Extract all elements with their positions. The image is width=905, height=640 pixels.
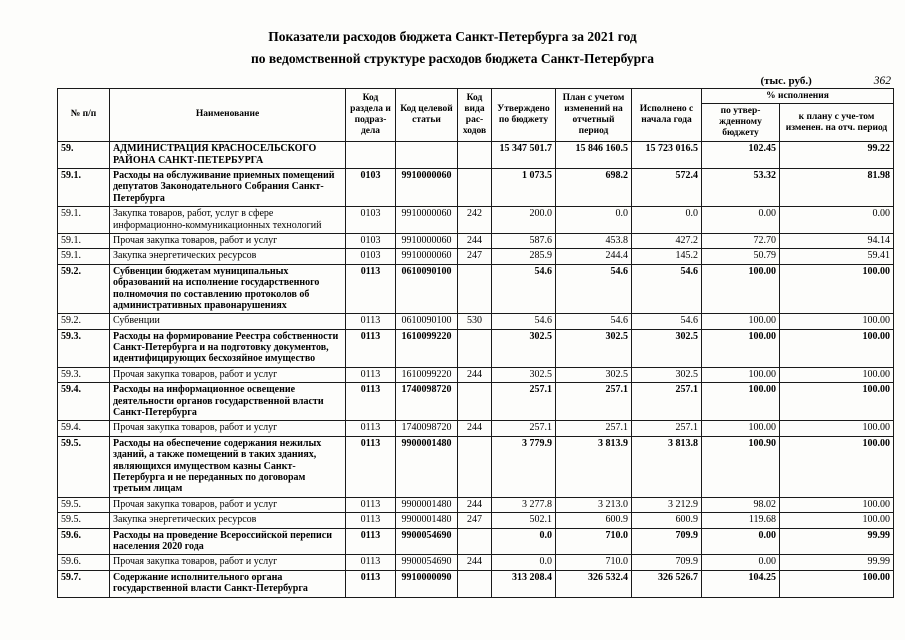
code-target: 1610099220 xyxy=(396,367,458,382)
row-number: 59. xyxy=(58,142,110,169)
pct-budget-value: 100.00 xyxy=(702,367,780,382)
table-row xyxy=(58,383,894,421)
code-type xyxy=(458,329,492,367)
code-target: 1740098720 xyxy=(396,383,458,421)
pct-plan-value: 100.00 xyxy=(780,570,894,597)
row-number: 59.5. xyxy=(58,436,110,497)
plan-value: 710.0 xyxy=(556,555,632,570)
pct-budget-value: 119.68 xyxy=(702,513,780,528)
pct-budget-value: 104.25 xyxy=(702,570,780,597)
plan-value: 3 213.0 xyxy=(556,497,632,512)
code-target: 9910000060 xyxy=(396,249,458,264)
executed-value: 709.9 xyxy=(632,528,702,555)
plan-value: 453.8 xyxy=(556,233,632,248)
row-number: 59.2. xyxy=(58,314,110,329)
executed-value: 709.9 xyxy=(632,555,702,570)
table-row xyxy=(58,367,894,382)
pct-budget-value: 98.02 xyxy=(702,497,780,512)
approved-value: 54.6 xyxy=(492,314,556,329)
plan-value: 0.0 xyxy=(556,207,632,234)
executed-value: 302.5 xyxy=(632,367,702,382)
row-name: Расходы на проведение Всероссийской переписи населения 2020 года xyxy=(110,528,346,555)
row-name: Расходы на обслуживание приемных помещений депутатов Законодательного Собрания Санкт-Петербурга xyxy=(110,169,346,207)
pct-budget-value: 100.00 xyxy=(702,314,780,329)
row-name: Закупка энергетических ресурсов xyxy=(110,513,346,528)
pct-plan-value: 100.00 xyxy=(780,329,894,367)
row-number: 59.4. xyxy=(58,421,110,436)
table-row xyxy=(58,421,894,436)
row-number: 59.7. xyxy=(58,570,110,597)
code-section: 0113 xyxy=(346,436,396,497)
header-pct-group: % исполнения xyxy=(702,88,894,104)
code-type: 530 xyxy=(458,314,492,329)
executed-value: 54.6 xyxy=(632,264,702,314)
code-type xyxy=(458,169,492,207)
table-row xyxy=(58,555,894,570)
code-target: 9910000060 xyxy=(396,169,458,207)
code-section: 0113 xyxy=(346,421,396,436)
code-type: 244 xyxy=(458,497,492,512)
plan-value: 698.2 xyxy=(556,169,632,207)
approved-value: 302.5 xyxy=(492,329,556,367)
meta-line xyxy=(0,75,905,87)
table-row xyxy=(58,528,894,555)
executed-value: 3 212.9 xyxy=(632,497,702,512)
approved-value: 285.9 xyxy=(492,249,556,264)
pct-plan-value: 100.00 xyxy=(780,264,894,314)
pct-budget-value: 100.00 xyxy=(702,383,780,421)
code-target: 0610090100 xyxy=(396,264,458,314)
table-header xyxy=(58,88,894,142)
header-name: Наименование xyxy=(110,88,346,142)
budget-table xyxy=(57,88,894,598)
plan-value: 326 532.4 xyxy=(556,570,632,597)
row-name: Прочая закупка товаров, работ и услуг xyxy=(110,367,346,382)
header-code-target: Код целевой статьи xyxy=(396,88,458,142)
code-section: 0113 xyxy=(346,497,396,512)
executed-value: 326 526.7 xyxy=(632,570,702,597)
pct-plan-value: 100.00 xyxy=(780,421,894,436)
pct-budget-value: 102.45 xyxy=(702,142,780,169)
header-approved: Утверждено по бюджету xyxy=(492,88,556,142)
plan-value: 54.6 xyxy=(556,264,632,314)
code-target: 9910000090 xyxy=(396,570,458,597)
row-number: 59.1. xyxy=(58,249,110,264)
code-section: 0113 xyxy=(346,314,396,329)
pct-plan-value: 100.00 xyxy=(780,367,894,382)
approved-value: 15 347 501.7 xyxy=(492,142,556,169)
row-number: 59.6. xyxy=(58,528,110,555)
table-row xyxy=(58,233,894,248)
table-row xyxy=(58,207,894,234)
code-target: 0610090100 xyxy=(396,314,458,329)
code-target: 9900001480 xyxy=(396,436,458,497)
pct-plan-value: 94.14 xyxy=(780,233,894,248)
code-type: 244 xyxy=(458,367,492,382)
pct-budget-value: 0.00 xyxy=(702,555,780,570)
plan-value: 3 813.9 xyxy=(556,436,632,497)
pct-plan-value: 100.00 xyxy=(780,436,894,497)
row-number: 59.4. xyxy=(58,383,110,421)
row-name: Прочая закупка товаров, работ и услуг xyxy=(110,233,346,248)
executed-value: 257.1 xyxy=(632,421,702,436)
plan-value: 257.1 xyxy=(556,421,632,436)
row-name: Субвенции xyxy=(110,314,346,329)
plan-value: 302.5 xyxy=(556,329,632,367)
header-executed: Исполнено с начала года xyxy=(632,88,702,142)
code-type xyxy=(458,264,492,314)
row-name: Содержание исполнительного органа государственной власти Санкт-Петербурга xyxy=(110,570,346,597)
approved-value: 3 779.9 xyxy=(492,436,556,497)
row-number: 59.1. xyxy=(58,233,110,248)
row-name: Закупка товаров, работ, услуг в сфере информационно-коммуникационных технологий xyxy=(110,207,346,234)
table-row xyxy=(58,570,894,597)
code-type xyxy=(458,570,492,597)
approved-value: 587.6 xyxy=(492,233,556,248)
code-target xyxy=(396,142,458,169)
row-name: Расходы на формирование Реестра собственности Санкт-Петербурга и на подготовку документов, идентифицирующих бесхозяйное имущество xyxy=(110,329,346,367)
table-row xyxy=(58,436,894,497)
code-type xyxy=(458,142,492,169)
header-pct-plan: к плану с уче-том изменен. на отч. период xyxy=(780,104,894,142)
title-line-2: по ведомственной структуре расходов бюджета Санкт-Петербурга xyxy=(250,51,655,67)
approved-value: 0.0 xyxy=(492,528,556,555)
approved-value: 257.1 xyxy=(492,421,556,436)
approved-value: 0.0 xyxy=(492,555,556,570)
table-row xyxy=(58,249,894,264)
code-section: 0103 xyxy=(346,233,396,248)
table-row xyxy=(58,329,894,367)
code-section: 0113 xyxy=(346,528,396,555)
row-name: АДМИНИСТРАЦИЯ КРАСНОСЕЛЬСКОГО РАЙОНА САНКТ-ПЕТЕРБУРГА xyxy=(110,142,346,169)
code-section: 0103 xyxy=(346,249,396,264)
code-section: 0113 xyxy=(346,555,396,570)
plan-value: 710.0 xyxy=(556,528,632,555)
code-section xyxy=(346,142,396,169)
plan-value: 54.6 xyxy=(556,314,632,329)
header-plan: План с учетом изменений на отчетный период xyxy=(556,88,632,142)
code-type xyxy=(458,383,492,421)
row-number: 59.3. xyxy=(58,329,110,367)
approved-value: 302.5 xyxy=(492,367,556,382)
pct-budget-value: 72.70 xyxy=(702,233,780,248)
code-type: 247 xyxy=(458,513,492,528)
title-line-1: Показатели расходов бюджета Санкт-Петербурга за 2021 год xyxy=(268,29,637,44)
executed-value: 600.9 xyxy=(632,513,702,528)
approved-value: 313 208.4 xyxy=(492,570,556,597)
executed-value: 3 813.8 xyxy=(632,436,702,497)
executed-value: 54.6 xyxy=(632,314,702,329)
code-section: 0103 xyxy=(346,169,396,207)
code-type: 244 xyxy=(458,233,492,248)
plan-value: 15 846 160.5 xyxy=(556,142,632,169)
approved-value: 200.0 xyxy=(492,207,556,234)
code-target: 9900054690 xyxy=(396,555,458,570)
pct-plan-value: 99.99 xyxy=(780,528,894,555)
page-number: 362 xyxy=(873,74,891,87)
code-type xyxy=(458,436,492,497)
code-section: 0113 xyxy=(346,264,396,314)
table-row xyxy=(58,142,894,169)
row-number: 59.5. xyxy=(58,513,110,528)
row-name: Закупка энергетических ресурсов xyxy=(110,249,346,264)
code-section: 0113 xyxy=(346,329,396,367)
pct-budget-value: 50.79 xyxy=(702,249,780,264)
code-type: 242 xyxy=(458,207,492,234)
code-target: 1610099220 xyxy=(396,329,458,367)
executed-value: 572.4 xyxy=(632,169,702,207)
pct-plan-value: 100.00 xyxy=(780,383,894,421)
code-target: 1740098720 xyxy=(396,421,458,436)
executed-value: 0.0 xyxy=(632,207,702,234)
plan-value: 257.1 xyxy=(556,383,632,421)
code-target: 9900054690 xyxy=(396,528,458,555)
header-code-section: Код раздела и подраз-дела xyxy=(346,88,396,142)
code-target: 9910000060 xyxy=(396,233,458,248)
table-row xyxy=(58,497,894,512)
code-section: 0113 xyxy=(346,570,396,597)
row-number: 59.5. xyxy=(58,497,110,512)
row-name: Расходы на обеспечение содержания нежилых зданий, а также помещений в таких зданиях, являющихся имуществом казны Санкт-Петербурга и не переданных по договорам третьим лицам xyxy=(110,436,346,497)
row-name: Прочая закупка товаров, работ и услуг xyxy=(110,421,346,436)
plan-value: 600.9 xyxy=(556,513,632,528)
pct-budget-value: 53.32 xyxy=(702,169,780,207)
pct-budget-value: 0.00 xyxy=(702,528,780,555)
pct-plan-value: 100.00 xyxy=(780,513,894,528)
pct-budget-value: 100.00 xyxy=(702,264,780,314)
table-row xyxy=(58,169,894,207)
units-note: (тыс. руб.) xyxy=(760,74,812,87)
code-type xyxy=(458,528,492,555)
code-target: 9900001480 xyxy=(396,497,458,512)
row-name: Прочая закупка товаров, работ и услуг xyxy=(110,555,346,570)
table-row xyxy=(58,264,894,314)
code-section: 0113 xyxy=(346,367,396,382)
code-type: 244 xyxy=(458,555,492,570)
row-name: Расходы на информационное освещение деятельности органов государственной власти Санкт-Петербурга xyxy=(110,383,346,421)
approved-value: 257.1 xyxy=(492,383,556,421)
approved-value: 1 073.5 xyxy=(492,169,556,207)
code-type: 244 xyxy=(458,421,492,436)
pct-plan-value: 100.00 xyxy=(780,497,894,512)
code-type: 247 xyxy=(458,249,492,264)
pct-budget-value: 100.00 xyxy=(702,329,780,367)
plan-value: 244.4 xyxy=(556,249,632,264)
document-title xyxy=(0,26,905,71)
approved-value: 54.6 xyxy=(492,264,556,314)
header-pct-budget: по утвер-жденному бюджету xyxy=(702,104,780,142)
approved-value: 502.1 xyxy=(492,513,556,528)
pct-plan-value: 81.98 xyxy=(780,169,894,207)
code-section: 0103 xyxy=(346,207,396,234)
pct-plan-value: 99.99 xyxy=(780,555,894,570)
code-section: 0113 xyxy=(346,383,396,421)
code-section: 0113 xyxy=(346,513,396,528)
pct-budget-value: 100.90 xyxy=(702,436,780,497)
plan-value: 302.5 xyxy=(556,367,632,382)
header-num: № п/п xyxy=(58,88,110,142)
code-target: 9910000060 xyxy=(396,207,458,234)
row-name: Прочая закупка товаров, работ и услуг xyxy=(110,497,346,512)
row-name: Субвенции бюджетам муниципальных образований на исполнение государственного полномочия по составлению протоколов об административных правонарушениях xyxy=(110,264,346,314)
row-number: 59.2. xyxy=(58,264,110,314)
executed-value: 427.2 xyxy=(632,233,702,248)
executed-value: 145.2 xyxy=(632,249,702,264)
code-target: 9900001480 xyxy=(396,513,458,528)
row-number: 59.6. xyxy=(58,555,110,570)
row-number: 59.1. xyxy=(58,207,110,234)
header-code-type: Код вида рас-ходов xyxy=(458,88,492,142)
row-number: 59.3. xyxy=(58,367,110,382)
table-row xyxy=(58,314,894,329)
table-body xyxy=(58,142,894,597)
executed-value: 302.5 xyxy=(632,329,702,367)
pct-budget-value: 100.00 xyxy=(702,421,780,436)
pct-plan-value: 100.00 xyxy=(780,314,894,329)
pct-plan-value: 99.22 xyxy=(780,142,894,169)
executed-value: 257.1 xyxy=(632,383,702,421)
table-row xyxy=(58,513,894,528)
approved-value: 3 277.8 xyxy=(492,497,556,512)
pct-plan-value: 59.41 xyxy=(780,249,894,264)
pct-budget-value: 0.00 xyxy=(702,207,780,234)
executed-value: 15 723 016.5 xyxy=(632,142,702,169)
row-number: 59.1. xyxy=(58,169,110,207)
pct-plan-value: 0.00 xyxy=(780,207,894,234)
